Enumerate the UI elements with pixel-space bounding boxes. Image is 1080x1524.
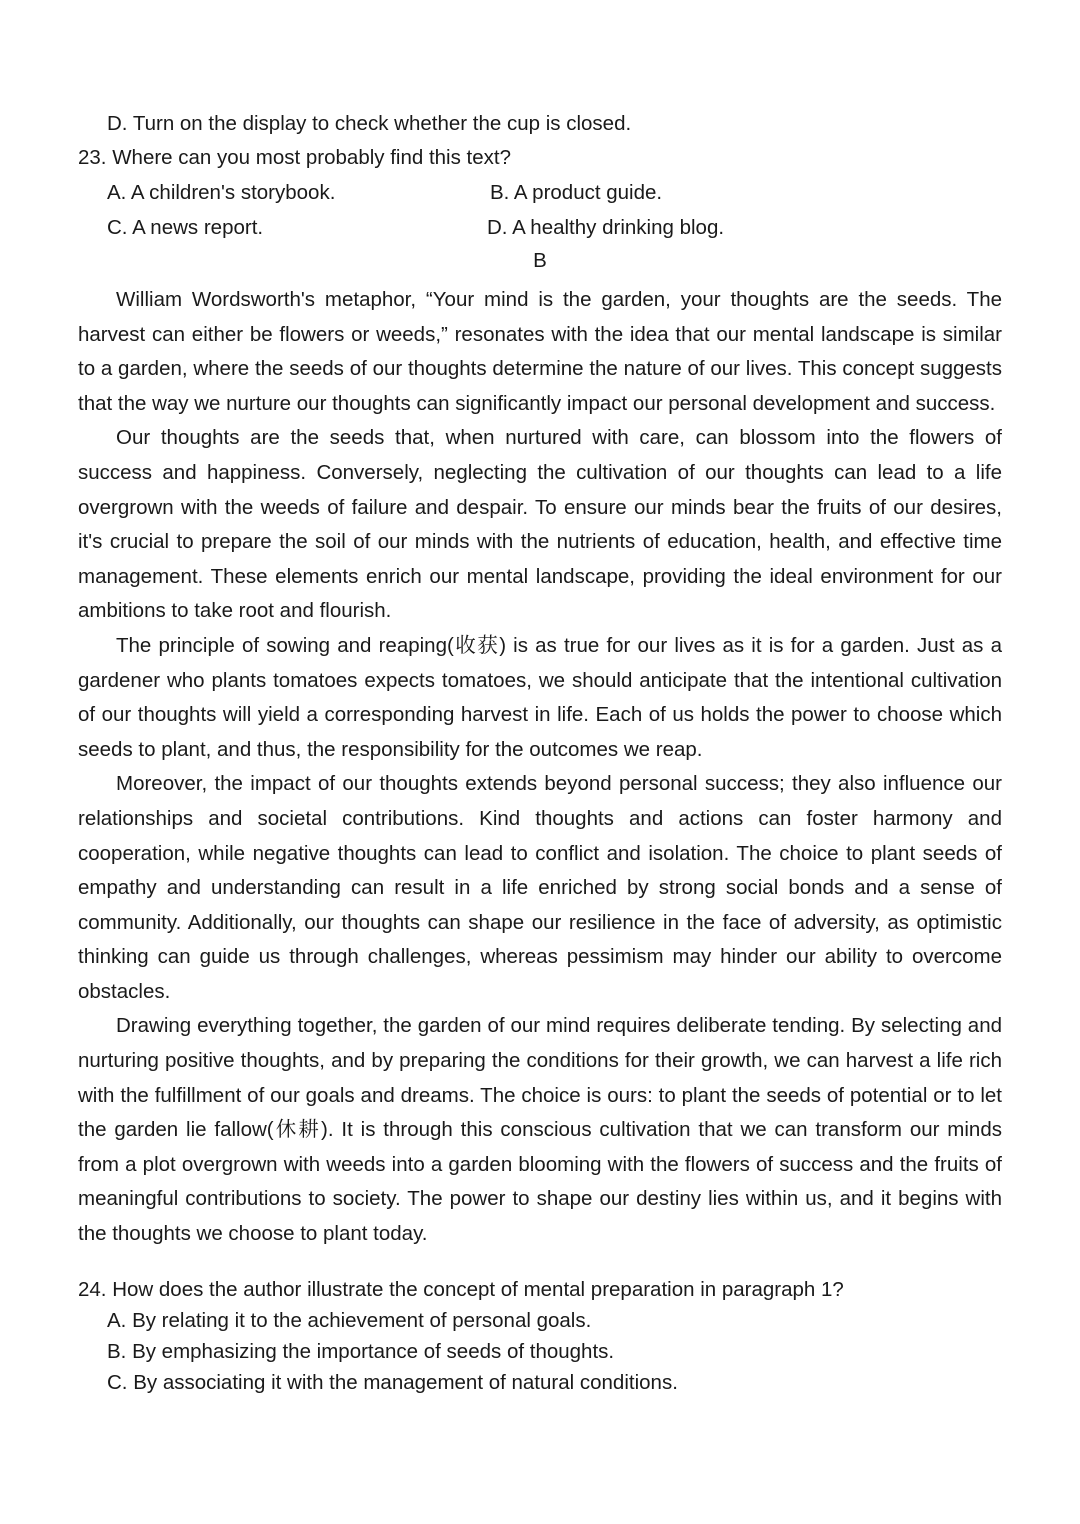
q23-option-a: A. A children's storybook. — [107, 181, 336, 204]
paragraph-4: Moreover, the impact of our thoughts extends beyond personal success; they also influence our relationships and societal contributions. Kind thoughts and actions can foster harmony and cooperation, while negative thoughts can lead to conflict and isolation. The choice to plant seeds of empathy and understanding can result in a life enriched by strong social bonds and a sense of community. Additionally, our thoughts can shape our resilience in the face of adversity, as optimistic thinking can guide us through challenges, whereas pessimism may hinder our ability to overcome obstacles. — [78, 772, 1002, 1003]
reading-passage — [78, 283, 1002, 1252]
q23-stem: 23. Where can you most probably find this text? — [78, 146, 512, 169]
q23-option-b: B. A product guide. — [490, 181, 663, 204]
q23-option-c: C. A news report. — [107, 216, 264, 239]
q24-option-c: C. By associating it with the management of natural conditions. — [107, 1371, 678, 1394]
q23-option-d: D. A healthy drinking blog. — [487, 216, 725, 239]
q24-stem: 24. How does the author illustrate the concept of mental preparation in paragraph 1? — [78, 1278, 844, 1301]
q24-option-a: A. By relating it to the achievement of personal goals. — [107, 1309, 592, 1332]
section-label: B — [533, 249, 547, 272]
paragraph-3: The principle of sowing and reaping(收获) is as true for our lives as it is for a garden. Just as a gardener who plants tomatoes expects tomatoes, we should anticipate that the intentional cultivation of our thoughts will yield a corresponding harvest in life. Each of us holds the power to choose which seeds to plant, and thus, the responsibility for the outcomes we reap. — [78, 633, 1002, 761]
paragraph-1: William Wordsworth's metaphor, “Your mind is the garden, your thoughts are the seeds. The harvest can either be flowers or weeds,” resonates with the idea that our mental landscape is similar to a garden, where the seeds of our thoughts determine the nature of our lives. This concept suggests that the way we nurture our thoughts can significantly impact our personal development and success. — [78, 288, 1002, 415]
paragraph-2: Our thoughts are the seeds that, when nurtured with care, can blossom into the flowers of success and happiness. Conversely, neglecting the cultivation of our thoughts can lead to a life overgrown with the weeds of failure and despair. To ensure our minds bear the fruits of our desires, it's crucial to prepare the soil of our minds with the nutrients of education, health, and effective time management. These elements enrich our mental landscape, providing the ideal environment for our ambitions to take root and flourish. — [78, 426, 1002, 623]
q24-option-b: B. By emphasizing the importance of seeds of thoughts. — [107, 1340, 615, 1363]
paragraph-5: Drawing everything together, the garden of our mind requires deliberate tending. By selecting and nurturing positive thoughts, and by preparing the conditions for their growth, we can harvest a life rich with the fulfillment of our goals and dreams. The choice is ours: to plant the seeds of potential or to let the garden lie fallow(休耕). It is through this conscious cultivation that we can transform our minds from a plot overgrown with weeds into a garden blooming with the flowers of success and the fruits of meaningful contributions to society. The power to shape our destiny lies within us, and it begins with the thoughts we choose to plant today. — [78, 1014, 1002, 1246]
q22-option-d: D. Turn on the display to check whether the cup is closed. — [107, 112, 632, 135]
